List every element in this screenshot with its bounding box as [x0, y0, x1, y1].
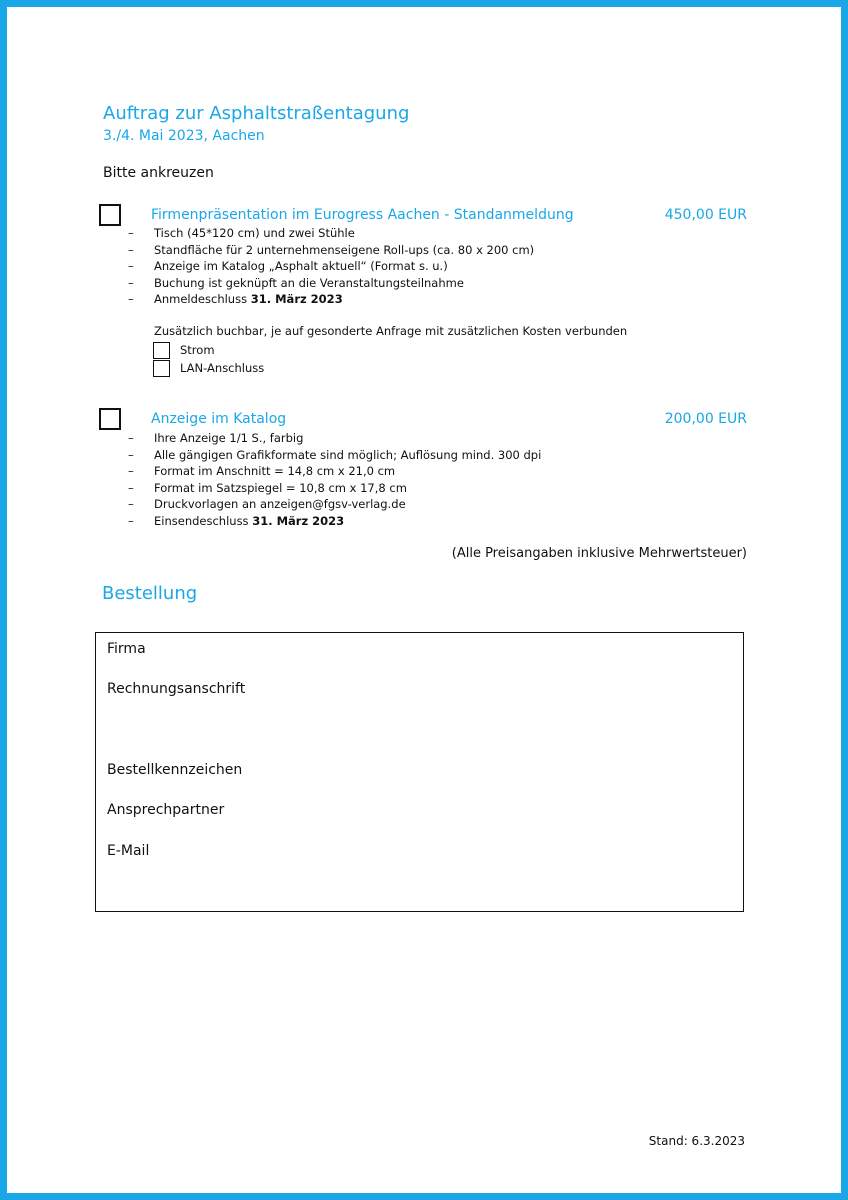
bullet-list-anzeige-katalog [128, 430, 541, 529]
bullet-dash: – [128, 259, 134, 273]
page-title: Auftrag zur Asphaltstraßentagung [103, 103, 410, 124]
checkbox-standanmeldung[interactable] [99, 204, 121, 226]
checkbox-lan-anschluss[interactable] [153, 360, 170, 377]
bullet-list-standanmeldung [128, 225, 534, 308]
field-email[interactable]: E-Mail [107, 843, 150, 859]
bullet-dash: – [128, 464, 134, 478]
list-item: – Anzeige im Katalog „Asphalt aktuell“ (Format s. u.) [128, 259, 448, 273]
field-rechnungsanschrift[interactable]: Rechnungsanschrift [107, 681, 246, 697]
order-form-box [95, 632, 744, 912]
list-item: – Alle gängigen Grafikformate sind möglich; Auflösung mind. 300 dpi [128, 447, 542, 462]
list-item: – Druckvorlagen an anzeigen@fgsv-verlag.de [128, 497, 406, 511]
stand-date: Stand: 6.3.2023 [648, 1134, 745, 1148]
list-item: – Format im Satzspiegel = 10,8 cm x 17,8 cm [128, 480, 407, 495]
field-ansprechpartner[interactable]: Ansprechpartner [107, 802, 225, 818]
item-title-standanmeldung: Firmenpräsentation im Eurogress Aachen - Standanmeldung [151, 207, 574, 223]
bullet-dash: – [128, 431, 134, 445]
checkbox-anzeige-katalog[interactable] [99, 408, 121, 430]
list-item: – Anmeldeschluss 31. März 2023 [128, 292, 343, 306]
list-item: – Standfläche für 2 unternehmenseigene Roll-ups (ca. 80 x 200 cm) [128, 242, 535, 257]
bullet-dash: – [128, 242, 134, 257]
list-item: – Format im Anschnitt = 14,8 cm x 21,0 cm [128, 464, 396, 478]
list-item: – Buchung ist geknüpft an die Veranstaltungsteilnahme [128, 275, 464, 290]
label-lan-anschluss: LAN-Anschluss [180, 361, 265, 375]
bullet-dash: – [128, 292, 134, 306]
bullet-dash: – [128, 480, 134, 495]
event-date-location: 3./4. Mai 2023, Aachen [103, 128, 265, 144]
bullet-dash: – [128, 497, 134, 511]
bullet-dash: – [128, 447, 134, 462]
instruction-text: Bitte ankreuzen [103, 165, 214, 181]
bullet-dash: – [128, 513, 134, 528]
item-price-standanmeldung: 450,00 EUR [664, 207, 747, 223]
item-price-anzeige-katalog: 200,00 EUR [664, 411, 747, 427]
item-title-anzeige-katalog: Anzeige im Katalog [151, 411, 287, 427]
price-disclaimer: (Alle Preisangaben inklusive Mehrwertsteuer) [451, 546, 747, 561]
field-bestellkennzeichen[interactable]: Bestellkennzeichen [107, 762, 243, 778]
list-item: – Tisch (45*120 cm) und zwei Stühle [128, 226, 355, 240]
order-heading: Bestellung [102, 583, 198, 604]
bullet-dash: – [128, 226, 134, 240]
field-firma[interactable]: Firma [107, 641, 146, 657]
list-item: – Einsendeschluss 31. März 2023 [128, 513, 345, 528]
checkbox-strom[interactable] [153, 342, 170, 359]
extras-note: Zusätzlich buchbar, je auf gesonderte Anfrage mit zusätzlichen Kosten verbunden [154, 324, 628, 338]
list-item: – Ihre Anzeige 1/1 S., farbig [128, 431, 304, 445]
bullet-dash: – [128, 275, 134, 290]
label-strom: Strom [180, 343, 215, 357]
